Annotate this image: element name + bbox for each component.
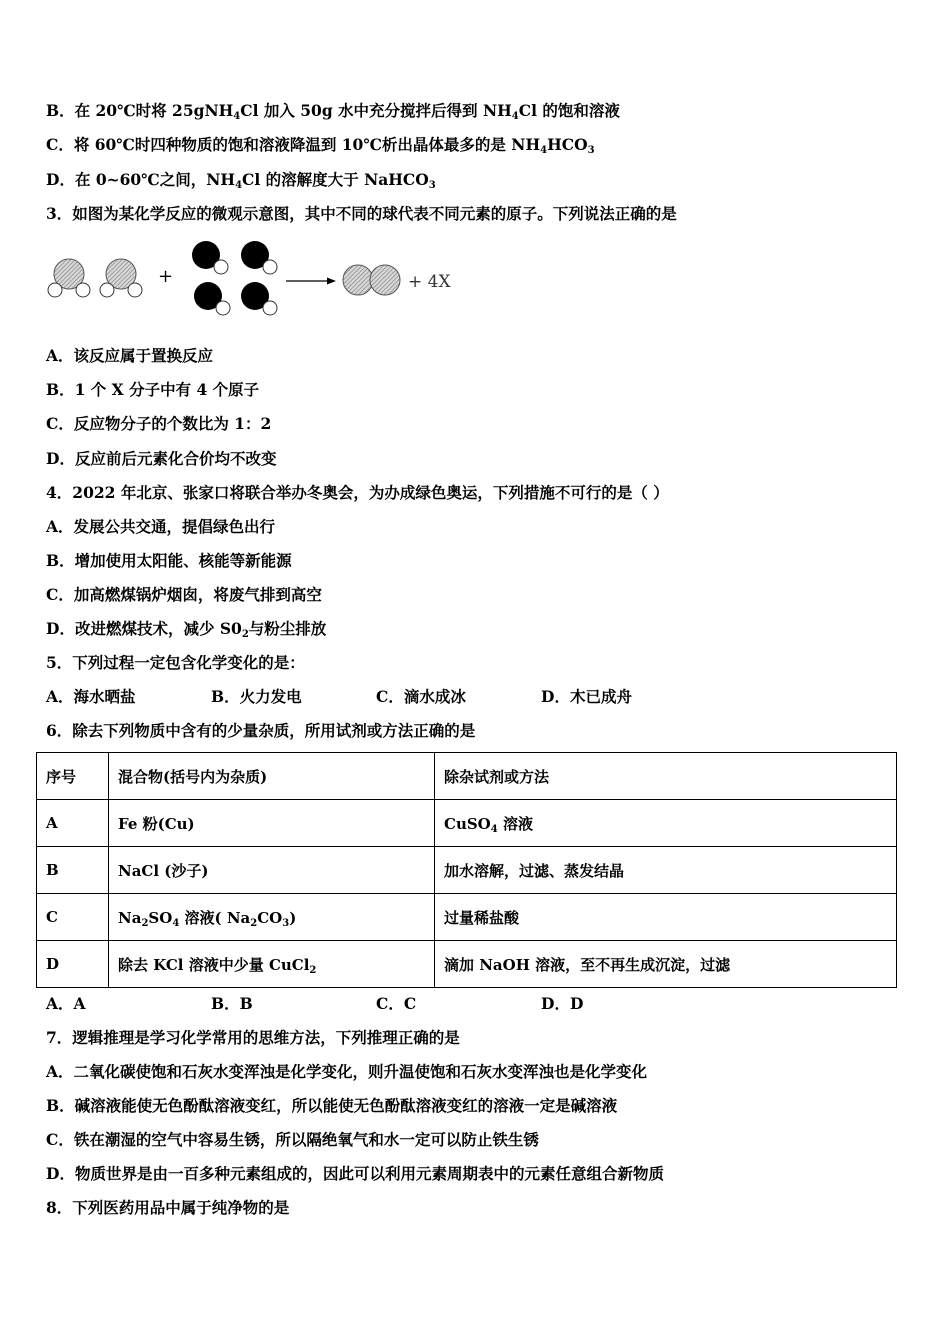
q5-option-d: D．木已成舟 [541, 687, 632, 706]
q5-option-a: A．海水晒盐 [46, 687, 136, 706]
reaction-diagram [40, 235, 480, 325]
q4-option-b: B．增加使用太阳能、核能等新能源 [46, 551, 292, 570]
row-mixture: NaCl (沙子) [109, 847, 435, 894]
q4-stem: 4．2022 年北京、张家口将联合举办冬奥会，为办成绿色奥运，下列措施不可行的是（ ） [46, 483, 669, 502]
q7-option-c: C．铁在潮湿的空气中容易生锈，所以隔绝氧气和水一定可以防止铁生锈 [46, 1130, 539, 1149]
reactant-molecule-3 [192, 241, 228, 274]
q8-stem: 8．下列医药用品中属于纯净物的是 [46, 1198, 290, 1217]
product-molecule [343, 265, 400, 295]
q4-option-d: D．改进燃煤技术，减少 $S0_2$与粉尘排放 [46, 619, 327, 640]
q2-option-d: D．在 0~60℃之间，$NH_4Cl$ 的溶解度大于 NaHCO$_3$ [46, 170, 436, 191]
row-mixture: Fe 粉(Cu) [109, 800, 435, 847]
row-id: B [37, 847, 109, 894]
header-cell: 除杂试剂或方法 [435, 753, 897, 800]
q3-option-b: B．1 个 X 分子中有 4 个原子 [46, 380, 260, 399]
q4-option-c: C．加高燃煤锅炉烟囱，将废气排到高空 [46, 585, 322, 604]
q6-option-a: A．A [46, 994, 86, 1013]
reactant-molecule-1 [48, 259, 90, 297]
row-mixture: 除去 KCl 溶液中少量 CuCl$_2$ [109, 941, 435, 988]
q7-option-d: D．物质世界是由一百多种元素组成的，因此可以利用元素周期表中的元素任意组合新物质 [46, 1164, 664, 1183]
q6-option-d: D．D [541, 994, 584, 1013]
row-method: 滴加 NaOH 溶液，至不再生成沉淀，过滤 [435, 941, 897, 988]
q5-option-b: B．火力发电 [211, 687, 302, 706]
q5-options [46, 687, 706, 707]
table-row [37, 941, 897, 988]
plus-sign: + [158, 266, 174, 287]
row-method: 加水溶解，过滤、蒸发结晶 [435, 847, 897, 894]
table-row [37, 847, 897, 894]
reactant-molecule-2 [100, 259, 142, 297]
q3-stem: 3．如图为某化学反应的微观示意图，其中不同的球代表不同元素的原子。下列说法正确的是 [46, 204, 677, 223]
q3-option-c: C．反应物分子的个数比为 1：2 [46, 414, 272, 433]
reactant-molecule-5 [194, 282, 230, 315]
header-cell: 混合物(括号内为杂质) [109, 753, 435, 800]
q2-option-c: C．将 60℃时四种物质的饱和溶液降温到 10℃析出晶体最多的是 $NH_4HCO_3$ [46, 135, 595, 156]
row-id: C [37, 894, 109, 941]
q5-stem: 5．下列过程一定包含化学变化的是： [46, 653, 305, 672]
reaction-arrow [286, 278, 336, 285]
plus-4x-label: + 4X [408, 272, 451, 292]
header-cell: 序号 [37, 753, 109, 800]
row-method: 过量稀盐酸 [435, 894, 897, 941]
q2-option-b: B．在 20℃时将 25gNH$_4$Cl 加入 50g 水中充分搅拌后得到 $NH_4Cl$ 的饱和溶液 [46, 101, 620, 122]
q6-table [36, 752, 897, 988]
q6-option-c: C．C [376, 994, 417, 1013]
q6-options [46, 994, 706, 1014]
table-row [37, 800, 897, 847]
q7-option-b: B．碱溶液能使无色酚酞溶液变红，所以能使无色酚酞溶液变红的溶液一定是碱溶液 [46, 1096, 618, 1115]
q4-option-a: A．发展公共交通，提倡绿色出行 [46, 517, 276, 536]
row-id: A [37, 800, 109, 847]
q7-stem: 7．逻辑推理是学习化学常用的思维方法，下列推理正确的是 [46, 1028, 460, 1047]
q5-option-c: C．滴水成冰 [376, 687, 466, 706]
reactant-molecule-6 [241, 282, 277, 315]
q3-option-a: A．该反应属于置换反应 [46, 346, 214, 365]
q7-option-a: A．二氧化碳使饱和石灰水变浑浊是化学变化，则升温使饱和石灰水变浑浊也是化学变化 [46, 1062, 648, 1081]
q3-option-d: D．反应前后元素化合价均不改变 [46, 449, 277, 468]
row-mixture: $Na_2SO_4$ 溶液( $Na_2CO_3$) [109, 894, 435, 941]
row-method: CuSO$_4$ 溶液 [435, 800, 897, 847]
table-header-row [37, 753, 897, 800]
table-row [37, 894, 897, 941]
reactant-molecule-4 [241, 241, 277, 274]
row-id: D [37, 941, 109, 988]
q6-option-b: B．B [211, 994, 253, 1013]
q6-stem: 6．除去下列物质中含有的少量杂质，所用试剂或方法正确的是 [46, 721, 476, 740]
